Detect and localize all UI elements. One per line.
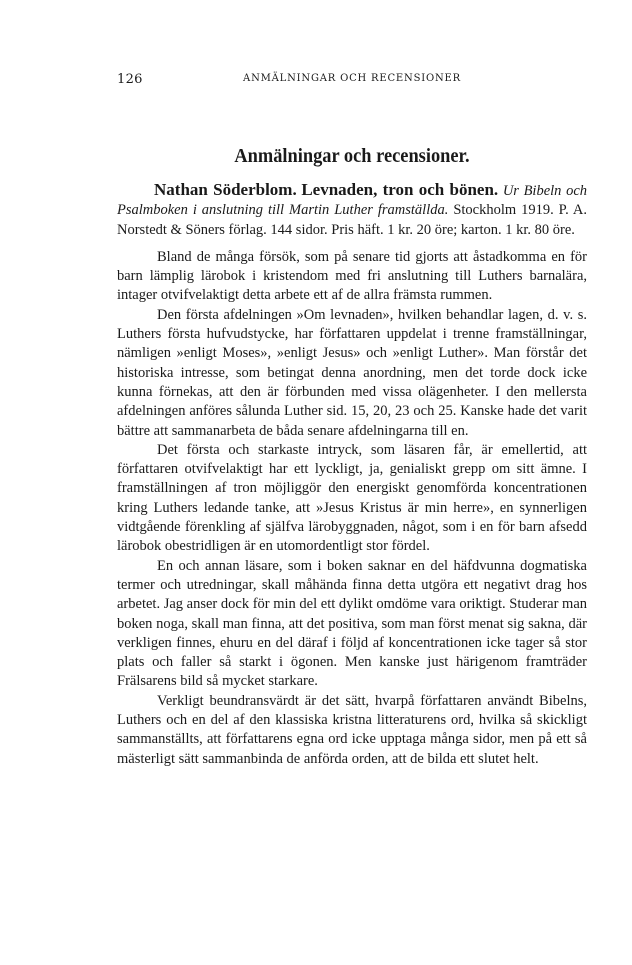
paragraph-4: En och annan läsare, som i boken saknar en del häfdvunna dogmatiska termer och utredningar, skall måhända finna detta utgöra ett negativt drag hos arbetet. Jag anser dock för min del ett dylikt omdöme vara oriktigt. Studerar man boken noga, skall man finna, att det positiva, som man först menat sig sakna, där verkligen finnes, ehuru en del däraf i följd af koncentrationen icke tager så stor plats och faller så starkt i ögonen. Men kanske just härigenom framträder Frälsarens bild så mycket starkare. — [117, 557, 587, 690]
paragraph-3: Det första och starkaste intryck, som läsaren får, är emellertid, att författaren otvifvelaktigt har ett lyckligt, ja, genialiskt grepp om sitt ämne. I framställningen af tron möjliggör den energiskt genomförda koncentrationen kring Luthers ledande tanke, att »Jesus Kristus är min herre», en synnerligen vidtgående förenkling af själfva lärobyggnaden, något, som i en för barn afsedd lärobok obestridligen är en utomordentligt stor fördel. — [117, 441, 587, 555]
review-entry — [117, 180, 587, 240]
running-title: ANMÄLNINGAR OCH RECENSIONER — [243, 73, 461, 84]
entry-author: Nathan Söderblom. — [154, 180, 297, 199]
section-title: Anmälningar och recensioner. — [234, 145, 470, 167]
paragraph-5: Verkligt beundransvärdt är det sätt, hvarpå författaren användt Bibelns, Luthers och en del af den klassiska kristna litteraturens ord, hvilka så skickligt sammanställts, att författarens egna ord icke upptaga många sidor, men på ett så mästerligt sätt sammanbinda de anförda orden, att de bilda ett slutet helt. — [117, 692, 587, 767]
paragraph-2: Den första afdelningen »Om levnaden», hvilken behandlar lagen, d. v. s. Luthers första hufvudstycke, har författaren uppdelat i trenne framställningar, nämligen »enligt Moses», »enligt Jesus» och »enligt Luther». Man förstår det historiska intresse, som betingat denna anordning, men det torde dock icke kunna förnekas, att den är förbunden med vissa olägenheter. I den mellersta afdelningen anföres sålunda Luther sid. 15, 20, 23 och 25. Kanske hade det varit bättre att sammanarbeta de båda senare afdelningarna till en. — [117, 306, 587, 439]
body-text — [117, 180, 587, 769]
entry-imprint: Stockholm 1919. P. A. Norstedt & Söners förlag. 144 sidor. Pris häft. 1 kr. 20 öre; karton. 1 kr. 80 öre. — [117, 202, 588, 238]
page-number: 126 — [117, 72, 143, 87]
running-head — [117, 72, 587, 88]
paragraph-1: Bland de många försök, som på senare tid gjorts att åstadkomma en för barn lämplig lärobok i kristendom med fri anslutning till Luthers barnalära, intager otvifvelaktigt detta arbete ett af de allra främsta rummen. — [117, 248, 587, 304]
entry-book-title: Levnaden, tron och bönen. — [301, 180, 499, 199]
entry-subtitle: Ur Bibeln och Psalmboken i anslutning till Martin Luther framställda. — [117, 183, 588, 219]
